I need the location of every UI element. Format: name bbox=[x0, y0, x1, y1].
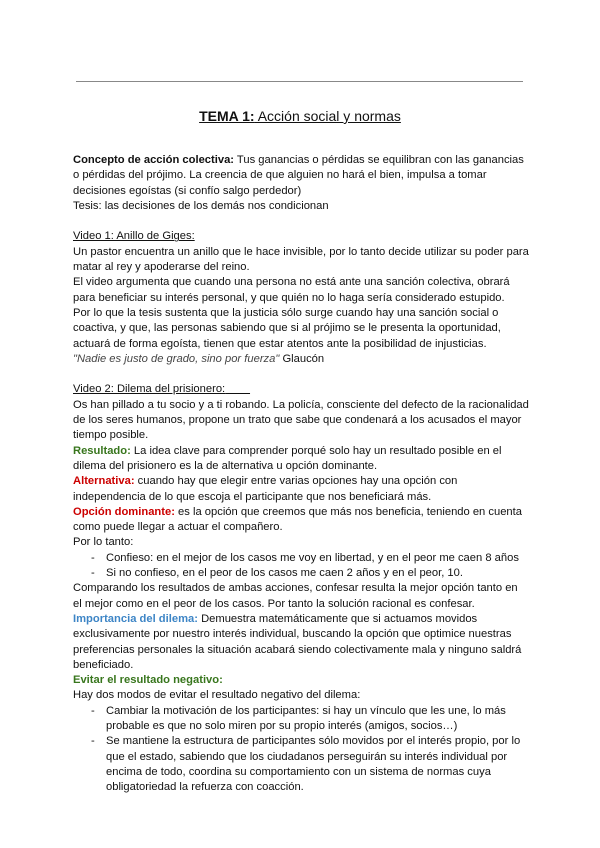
importancia-text: Demuestra matemáticamente que si actuamos movidos exclusivamente por nuestro interés individual, buscando la opción que optimice nuestras preferencias personales la situación acabará siendo colectivamente mala y ninguno saldrá beneficiado. bbox=[73, 612, 522, 671]
resultado-label: Resultado: bbox=[73, 444, 131, 457]
comparando-paragraph: Comparando los resultados de ambas acciones, confesar resulta la mejor opción tanto en el mejor como en el peor de los casos. Por tanto la solución racional es confesar. bbox=[73, 582, 518, 610]
evitar-heading: Evitar el resultado negativo: bbox=[73, 674, 223, 687]
video1-paragraph-3: Por lo que la tesis sustenta que la justicia sólo surge cuando hay una sanción social o coactiva, y que, las personas sabiendo que si al prójimo se le presenta la oportunidad, actuará de forma egoísta, tienen que estar atentos ante la posibilidad de injusticias. bbox=[73, 306, 501, 350]
dominante-label: Opción dominante: bbox=[73, 505, 175, 518]
title-bold: TEMA 1: bbox=[199, 108, 255, 124]
importancia-label: Importancia del dilema: bbox=[73, 612, 198, 625]
alternativa-paragraph bbox=[73, 474, 529, 505]
concept-paragraph bbox=[73, 153, 529, 199]
header-divider bbox=[76, 81, 523, 82]
alternativa-label: Alternativa: bbox=[73, 475, 135, 488]
resultado-text: La idea clave para comprender porqué solo hay un resultado posible en el dilema del prisionero es la de alternativa u opción dominante. bbox=[73, 444, 502, 472]
title-rest: Acción social y normas bbox=[254, 108, 401, 124]
alternativa-text: cuando hay que elegir entre varias opciones hay una opción con independencia de lo que escoja el participante que nos beneficiará más. bbox=[73, 475, 458, 503]
list-item: - Confieso: en el mejor de los casos me voy en libertad, y en el peor me caen 8 años bbox=[73, 551, 529, 566]
video1-quote: "Nadie es justo de grado, sino por fuerza" bbox=[73, 352, 280, 365]
video2-heading-line bbox=[73, 382, 529, 397]
video1-paragraph-2: El video argumenta que cuando una persona no está ante una sanción colectiva, obrará para beneficiar su interés personal, y que quién no lo haga sería considerado estupido. bbox=[73, 276, 510, 304]
video2-heading: Video 2: Dilema del prisionero: bbox=[73, 383, 226, 396]
resultado-paragraph bbox=[73, 444, 529, 475]
page-title bbox=[0, 108, 600, 124]
concept-text: Tus ganancias o pérdidas se equilibran con las ganancias o pérdidas del prójimo. La creencia de que alguien no hará el bien, impulsa a tomar decisiones egoístas (si confío salgo perdedor) bbox=[73, 154, 524, 197]
tesis-line: Tesis: las decisiones de los demás nos condicionan bbox=[73, 199, 329, 212]
list-item: - Si no confieso, en el peor de los casos me caen 2 años y en el peor, 10. bbox=[73, 566, 529, 581]
document-body bbox=[73, 153, 529, 795]
evitar-list bbox=[73, 704, 529, 796]
video1-quote-line bbox=[73, 352, 529, 367]
evitar-intro: Hay dos modos de evitar el resultado negativo del dilema: bbox=[73, 689, 361, 702]
list-item: - Se mantiene la estructura de participantes sólo movidos por el interés propio, por lo que el estado, sabiendo que los ciudadanos perseguirán su interés individual por encima de todo, coordina su comportamiento con un sistema de normas cuya obligatoriedad la refuerza con coacción. bbox=[73, 734, 529, 795]
video1-heading: Video 1: Anillo de Giges: bbox=[73, 230, 195, 243]
video2-paragraph-1: Os han pillado a tu socio y a ti robando. La policía, consciente del defecto de la racionalidad de los seres humanos, propone un trato que sabe que condenará a los acusados el mayor tiempo posible. bbox=[73, 398, 529, 442]
concept-label: Concepto de acción colectiva: bbox=[73, 154, 235, 166]
dominante-paragraph bbox=[73, 505, 529, 536]
list-item: - Cambiar la motivación de los participantes: si hay un vínculo que les une, lo más probable es que no solo miren por su propio interés (amigos, socios…) bbox=[73, 704, 529, 735]
video1-quote-author: Glaucón bbox=[279, 352, 325, 365]
outcomes-list bbox=[73, 551, 529, 582]
video1-paragraph-1: Un pastor encuentra un anillo que le hace invisible, por lo tanto decide utilizar su poder para matar al rey y apoderarse del reino. bbox=[73, 245, 529, 274]
por-lo-tanto: Por lo tanto: bbox=[73, 536, 134, 549]
dominante-text: es la opción que creemos que más nos beneficia, teniendo en cuenta como puede llegar a actuar el compañero. bbox=[73, 505, 522, 534]
importancia-paragraph bbox=[73, 612, 529, 673]
